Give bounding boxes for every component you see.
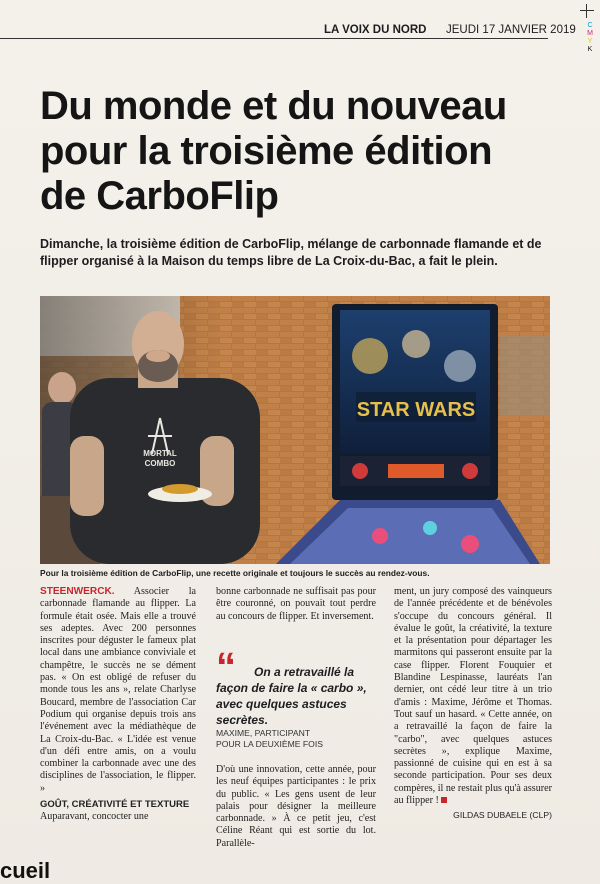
lead-paragraph: Dimanche, la troisième édition de CarboFlip, mélange de carbonnade flamande et de flipper organisé à la Maison du temps libre de La Croix-du-Bac, a fait le plein. [40,237,542,268]
next-article-fragment: cueil [0,858,51,883]
article-photo [40,296,550,564]
article-column-2 [216,586,376,623]
color-bar-letter: Y [587,38,593,45]
headline-line-1: Du monde et du nouveau [40,84,507,128]
pull-quote: On a retravaillé la façon de faire la « carbo », avec quelques astuces secrètes. [216,665,367,727]
pinball-title: STAR WARS [356,399,476,421]
newspaper-name: LA VOIX DU NORD [324,24,427,36]
end-mark-icon [441,797,447,803]
column-3-body: ment, un jury composé des vainqueurs de l'année précédente et de bénévoles s'occupe du concours général. Il évalue le goût, la créativité, la texture et la présentation pour départager les marmitons qui passeront ensuite par la case flipper. Florent Fouquier et Blandine Lespinasse, lauréats l'an dernier, ont cédé leur titre à un trio d'amis : Maxime, Jérôme et Thomas. Tout sauf un hasard. « Cette année, on a retravaillé la façon de faire la "carbo", avec quelques astuces secrètes », explique Maxime, passionné de cuisine qui en est à sa seconde participation. Pour ses deux compères, il ne restait plus qu'à assurer au flipper ! [394,586,552,807]
column-1-end: Auparavant, concocter une [40,811,149,823]
photo-caption: Pour la troisième édition de CarboFlip, une recette originale et toujours le succès au rendez-vous. [40,568,430,578]
color-bar-letter: M [587,30,593,37]
headline [40,84,560,219]
shirt-text-2: COMBO [144,459,176,468]
color-bar-letter: C [587,22,593,29]
quote-mark-icon: “ [216,645,236,689]
dateline: STEENWERCK. [40,586,115,597]
article-column-1 [40,586,196,824]
section-subhead: GOÛT, CRÉATIVITÉ ET TEXTURE [40,799,190,811]
column-3-text [394,586,552,807]
color-bar [586,22,594,54]
quote-author [216,728,376,750]
page-header [0,10,600,44]
header-rule [0,38,548,39]
byline: GILDAS DUBAELE (CLP) [453,810,552,821]
column-1-text [40,586,196,795]
issue-date: JEUDI 17 JANVIER 2019 [446,24,576,36]
quote-author-line-1: MAXIME, PARTICIPANT [216,728,311,738]
column-1-body: Associer la carbonnade flamande au flipper. La formule était osée. Mais elle a trouvé ses adeptes. Avec 200 personnes inscrites pour déguster le fameux plat local dans une ambiance conviviale et champêtre, le succès ne se dément pas. « On est obligé de refuser du monde tous les ans », relate Charlyse Boucard, membre de l'association Car Podium qui organise depuis trois ans l'événement avec la médiathèque de La Croix-du-Bac. « L'idée est venue d'un défi entre amis, on a voulu combiner la carbonnade avec une des disciplines de l'association, le flipper. » [40,586,196,794]
column-2-top: bonne carbonnade ne suffisait pas pour être couronné, on pouvait tout perdre au concours de flipper. Et inversement. [216,586,376,622]
quote-author-line-2: POUR LA DEUXIÈME FOIS [216,739,323,749]
article-column-2-bottom: D'où une innovation, cette année, pour les neuf équipes participantes : le prix du public. « Les gens usent de leur palais pour désigner la meilleure carbonnade. » À ce petit jeu, c'est Céline Réant qui est sortie du lot. Parallèle- [216,764,376,849]
shirt-text-1: MORTAL [143,449,177,458]
registration-mark-icon [580,4,594,18]
headline-line-3: de CarboFlip [40,174,279,218]
headline-line-2: pour la troisième édition [40,129,493,173]
color-bar-letter: K [587,46,593,53]
article-column-3 [394,586,552,822]
